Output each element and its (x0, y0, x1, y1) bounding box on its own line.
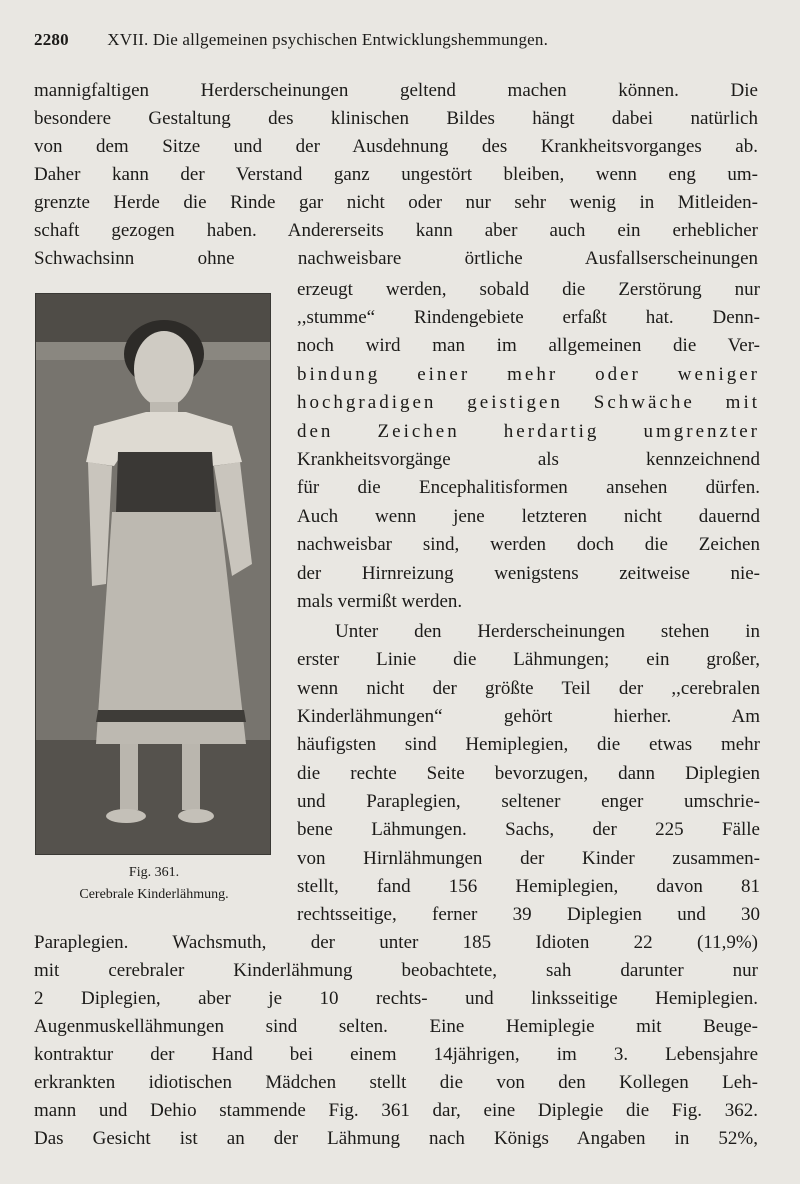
text-line: die rechte Seite bevorzugen, dann Diplegien (297, 763, 760, 784)
text-line: Kinderlähmungen“ gehört hierher. Am (297, 706, 760, 727)
chapter-title: XVII. Die allgemeinen psychischen Entwicklungshemmungen. (107, 30, 549, 49)
text-line: nachweisbar sind, werden doch die Zeichen (297, 534, 760, 555)
text-line: erster Linie die Lähmungen; ein großer, (297, 649, 760, 670)
text-line: Unter den Herderscheinungen stehen in (335, 621, 760, 642)
text-line: kontraktur der Hand bei einem 14jährigen, im 3. Lebensjahre (34, 1044, 758, 1065)
text-line: mann und Dehio stammende Fig. 361 dar, eine Diplegie die Fig. 362. (34, 1100, 758, 1121)
text-line: und Paraplegien, seltener enger umschrie- (297, 791, 760, 812)
text-line: noch wird man im allgemeinen die Ver- (297, 335, 760, 356)
text-line: besondere Gestaltung des klinischen Bildes hängt dabei natürlich (34, 108, 758, 129)
running-header (34, 30, 774, 50)
text-line: Das Gesicht ist an der Lähmung nach Königs Angaben in 52%, (34, 1128, 758, 1149)
text-line: rechtsseitige, ferner 39 Diplegien und 30 (297, 904, 760, 925)
text-line: Augenmuskellähmungen sind selten. Eine Hemiplegie mit Beuge- (34, 1016, 758, 1037)
text-line: 2 Diplegien, aber je 10 rechts- und linksseitige Hemiplegien. (34, 988, 758, 1009)
text-line: mannigfaltigen Herderscheinungen geltend machen können. Die (34, 80, 758, 101)
text-line: bene Lähmungen. Sachs, der 225 Fälle (297, 819, 760, 840)
text-line: wenn nicht der größte Teil der ,,cerebralen (297, 678, 760, 699)
text-line: grenzte Herde die Rinde gar nicht oder nur sehr wenig in Mitleiden- (34, 192, 758, 213)
text-line: bindung einer mehr oder weniger (297, 364, 760, 385)
text-line: Schwachsinn ohne nachweisbare örtliche Ausfallserscheinungen (34, 248, 758, 269)
text-line: den Zeichen herdartig umgrenzter (297, 421, 760, 442)
figure-label: Fig. 361. (128, 865, 180, 880)
text-line: stellt, fand 156 Hemiplegien, davon 81 (297, 876, 760, 897)
text-line: Auch wenn jene letzteren nicht dauernd (297, 506, 760, 527)
text-line: mals vermißt werden. (297, 591, 463, 612)
text-line: für die Encephalitisformen ansehen dürfen. (297, 477, 760, 498)
text-line: Paraplegien. Wachsmuth, der unter 185 Idioten 22 (11,9%) (34, 932, 758, 953)
text-line: von dem Sitze und der Ausdehnung des Krankheitsvorganges ab. (34, 136, 758, 157)
figure-caption (30, 862, 278, 906)
text-line: ,,stumme“ Rindengebiete erfaßt hat. Denn- (297, 307, 760, 328)
text-line: erkrankten idiotischen Mädchen stellt die von den Kollegen Leh- (34, 1072, 758, 1093)
text-line: erzeugt werden, sobald die Zerstörung nur (297, 279, 760, 300)
text-line: hochgradigen geistigen Schwäche mit (297, 392, 760, 413)
page-number: 2280 (34, 30, 69, 49)
text-line: schaft gezogen haben. Andererseits kann aber auch ein erheblicher (34, 220, 758, 241)
text-line: von Hirnlähmungen der Kinder zusammen- (297, 848, 760, 869)
girl-photo-illustration (36, 294, 270, 854)
text-line: häufigsten sind Hemiplegien, die etwas mehr (297, 734, 760, 755)
figure-photo (35, 293, 271, 855)
text-line: der Hirnreizung wenigstens zeitweise nie- (297, 563, 760, 584)
text-line: Daher kann der Verstand ganz ungestört bleiben, wenn eng um- (34, 164, 758, 185)
figure-caption-text: Cerebrale Kinderlähmung. (79, 887, 229, 902)
text-line: mit cerebraler Kinderlähmung beobachtete, sah darunter nur (34, 960, 758, 981)
text-line: Krankheitsvorgänge als kennzeichnend (297, 449, 760, 470)
